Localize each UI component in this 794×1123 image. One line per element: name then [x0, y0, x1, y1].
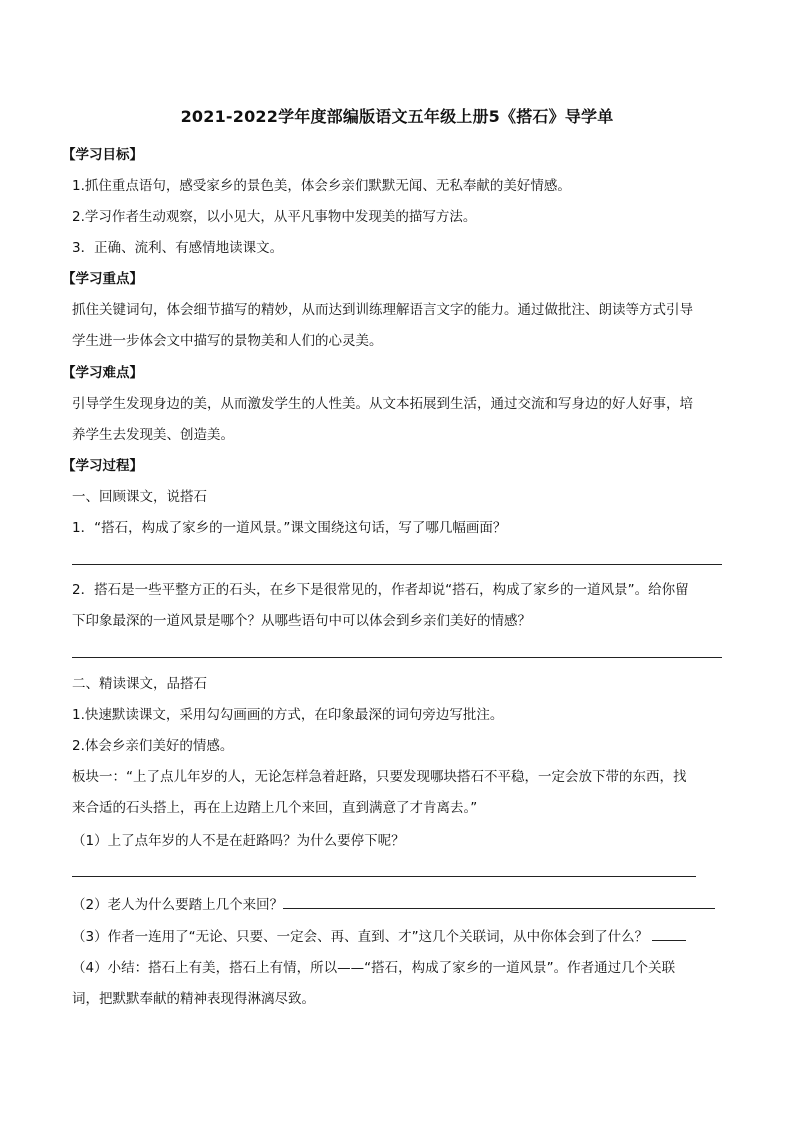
focus-line-1: 抓住关键词句，体会细节描写的精妙，从而达到训练理解语言文字的能力。通过做批注、朗读等方式引导 — [72, 302, 693, 318]
sub-question-3: （3）作者一连用了“无论、只要、一定会、再、直到、才”这几个关联词，从中你体会到了什么？ — [72, 929, 649, 945]
sub-question-2: （2）老人为什么要踏上几个来回？ — [72, 897, 284, 913]
block1-quote-line-1: 板块一：“上了点儿年岁的人，无论怎样急着赶路，只要发现哪块搭石不平稳，一定会放下带的东西，找 — [72, 769, 687, 785]
focus-heading: 【学习重点】 — [62, 271, 143, 287]
goal-item-3: 3．正确、流利、有感情地读课文。 — [72, 240, 284, 256]
answer-line-q1[interactable] — [72, 564, 722, 565]
difficulty-line-1: 引导学生发现身边的美，从而激发学生的人性美。从文本拓展到生活，通过交流和写身边的好人好事，培 — [72, 396, 693, 412]
summary-line-2: 词，把默默奉献的精神表现得淋漓尽致。 — [72, 991, 315, 1007]
goal-item-1: 1.抓住重点语句，感受家乡的景色美，体会乡亲们默默无闻、无私奉献的美好情感。 — [72, 178, 571, 194]
summary-line-1: （4）小结：搭石上有美，搭石上有情，所以——“搭石，构成了家乡的一道风景”。作者通过几个关联 — [72, 960, 676, 976]
page-title: 2021-2022学年度部编版语文五年级上册5《搭石》导学单 — [180, 107, 614, 126]
difficulty-line-2: 养学生去发现美、创造美。 — [72, 427, 234, 443]
goals-heading: 【学习目标】 — [62, 147, 143, 163]
answer-blank-sub2[interactable] — [283, 894, 715, 909]
part1-question-2-line-1: 2．搭石是一些平整方正的石头，在乡下是很常见的，作者却说“搭石，构成了家乡的一道风景”。给你留 — [72, 582, 689, 598]
part2-item-1: 1.快速默读课文，采用勾勾画画的方式，在印象最深的词句旁边写批注。 — [72, 707, 504, 723]
process-heading: 【学习过程】 — [62, 458, 143, 474]
answer-line-sub1[interactable] — [72, 876, 696, 877]
answer-blank-sub3[interactable] — [652, 926, 686, 941]
goal-item-2: 2.学习作者生动观察，以小见大，从平凡事物中发现美的描写方法。 — [72, 209, 477, 225]
part2-item-2: 2.体会乡亲们美好的情感。 — [72, 738, 234, 754]
sub-question-2-row — [72, 894, 715, 914]
sub-question-1: （1）上了点年岁的人不是在赶路吗？为什么要停下呢？ — [72, 833, 405, 849]
part1-question-2-line-2: 下印象最深的一道风景是哪个？从哪些语句中可以体会到乡亲们美好的情感？ — [72, 613, 531, 629]
answer-line-q2[interactable] — [72, 657, 722, 658]
block1-quote-line-2: 来合适的石头搭上，再在上边踏上几个来回，直到满意了才肯离去。” — [72, 800, 478, 816]
difficulty-heading: 【学习难点】 — [62, 365, 143, 381]
part1-question-1: 1．“搭石，构成了家乡的一道风景。”课文围绕这句话，写了哪几幅画面？ — [72, 520, 507, 536]
focus-line-2: 学生进一步体会文中描写的景物美和人们的心灵美。 — [72, 333, 383, 349]
part1-title: 一、回顾课文，说搭石 — [72, 489, 207, 505]
sub-question-3-row — [72, 926, 686, 946]
part2-title: 二、精读课文，品搭石 — [72, 676, 207, 692]
